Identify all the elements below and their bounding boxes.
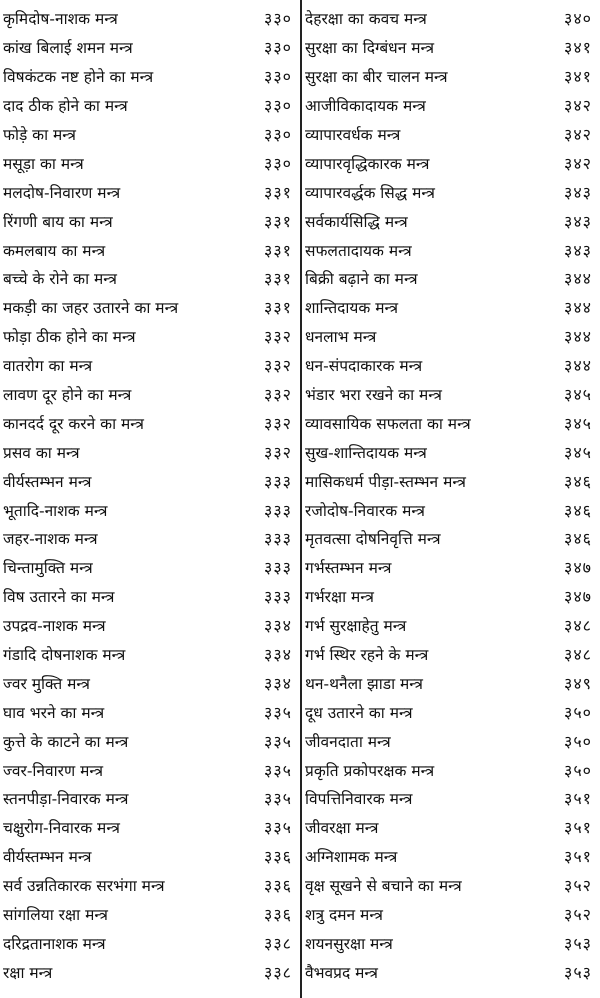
entry-title: मसूड़ा का मन्त्र xyxy=(3,154,84,173)
entry-title: शान्तिदायक मन्त्र xyxy=(305,299,399,318)
index-entry xyxy=(305,148,600,177)
entry-title: कुत्ते के काटने का मन्त्र xyxy=(3,732,129,751)
index-entry xyxy=(305,62,600,91)
index-entry xyxy=(3,784,300,813)
entry-page-number: ३४२ xyxy=(564,125,592,144)
index-entry xyxy=(3,120,300,149)
index-entry xyxy=(305,264,600,293)
index-entry xyxy=(305,929,600,958)
entry-title: भंडार भरा रखने का मन्त्र xyxy=(305,386,442,405)
index-entry xyxy=(305,697,600,726)
index-entry xyxy=(305,755,600,784)
index-entry xyxy=(305,582,600,611)
index-entry xyxy=(305,495,600,524)
entry-page-number: ३४४ xyxy=(564,327,592,347)
entry-page-number: ३३१ xyxy=(264,298,292,318)
index-entry xyxy=(3,177,300,206)
index-entry xyxy=(305,322,600,351)
index-entry xyxy=(305,611,600,640)
entry-title: सफलतादायक मन्त्र xyxy=(305,241,412,260)
index-entry xyxy=(305,813,600,842)
index-entry xyxy=(3,495,300,524)
entry-title: मृतवत्सा दोषनिवृत्ति मन्त्र xyxy=(305,530,441,549)
entry-page-number: ३३८ xyxy=(264,962,292,982)
entry-title: वृक्ष सूखने से बचाने का मन्त्र xyxy=(305,877,462,896)
entry-page-number: ३३२ xyxy=(264,413,292,433)
entry-title: दाद ठीक होने का मन्त्र xyxy=(3,97,128,116)
entry-page-number: ३३० xyxy=(264,96,292,116)
entry-page-number: ३४७ xyxy=(564,587,592,607)
entry-title: गर्भरक्षा मन्त्र xyxy=(305,588,374,607)
entry-title: जहर-नाशक मन्त्र xyxy=(3,530,98,549)
index-entry xyxy=(3,293,300,322)
entry-page-number: ३४२ xyxy=(564,153,592,173)
entry-page-number: ३४६ xyxy=(564,529,592,549)
index-entry xyxy=(305,466,600,495)
index-entry xyxy=(3,466,300,495)
entry-title: ज्वर मुक्ति मन्त्र xyxy=(3,674,90,693)
index-entry xyxy=(3,668,300,697)
entry-page-number: ३३५ xyxy=(264,731,292,751)
entry-title: सांगलिया रक्षा मन्त्र xyxy=(3,906,108,925)
entry-title: गर्भ सुरक्षाहेतु मन्त्र xyxy=(305,617,407,636)
index-entry xyxy=(305,380,600,409)
entry-title: कृमिदोष-नाशक मन्त्र xyxy=(3,10,118,29)
index-entry xyxy=(3,929,300,958)
entry-page-number: ३४५ xyxy=(564,385,592,405)
entry-title: सुख-शान्तिदायक मन्त्र xyxy=(305,443,427,462)
entry-page-number: ३३० xyxy=(264,38,292,58)
entry-page-number: ३४८ xyxy=(564,616,592,636)
entry-title: मकड़ी का जहर उतारने का मन्त्र xyxy=(3,299,179,318)
entry-page-number: ३५३ xyxy=(564,962,592,982)
entry-title: वीर्यस्तम्भन मन्त्र xyxy=(3,472,92,491)
entry-page-number: ३३५ xyxy=(264,818,292,838)
right-column xyxy=(300,0,600,998)
entry-title: रिंगणी बाय का मन्त्र xyxy=(3,212,113,231)
entry-title: सुरक्षा का बीर चालन मन्त्र xyxy=(305,68,448,87)
entry-title: अग्निशामक मन्त्र xyxy=(305,848,398,867)
entry-title: व्यापारवर्द्धक सिद्ध मन्त्र xyxy=(305,183,435,202)
index-entry xyxy=(305,524,600,553)
entry-title: विष उतारने का मन्त्र xyxy=(3,588,115,607)
entry-page-number: ३५० xyxy=(564,760,592,780)
entry-title: शयनसुरक्षा मन्त्र xyxy=(305,934,393,953)
index-entry xyxy=(3,611,300,640)
entry-title: चिन्तामुक्ति मन्त्र xyxy=(3,559,93,578)
entry-title: मलदोष-निवारण मन्त्र xyxy=(3,183,121,202)
entry-page-number: ३३४ xyxy=(264,673,292,693)
entry-title: प्रसव का मन्त्र xyxy=(3,443,80,462)
index-entry xyxy=(3,582,300,611)
entry-page-number: ३३५ xyxy=(264,789,292,809)
entry-page-number: ३५० xyxy=(564,702,592,722)
entry-page-number: ३४६ xyxy=(564,471,592,491)
entry-title: वीर्यस्तम्भन मन्त्र xyxy=(3,848,92,867)
entry-title: देहरक्षा का कवच मन्त्र xyxy=(305,10,427,29)
index-entry xyxy=(305,91,600,120)
index-entry xyxy=(3,148,300,177)
entry-page-number: ३४५ xyxy=(564,413,592,433)
index-entry xyxy=(305,177,600,206)
index-entry xyxy=(3,755,300,784)
entry-page-number: ३३५ xyxy=(264,760,292,780)
index-entry xyxy=(305,900,600,929)
entry-title: व्यापारवृद्धिकारक मन्त्र xyxy=(305,154,430,173)
index-entry xyxy=(3,322,300,351)
entry-title: दरिद्रतानाशक मन्त्र xyxy=(3,934,106,953)
entry-page-number: ३३४ xyxy=(264,645,292,665)
index-entry xyxy=(3,553,300,582)
index-entry xyxy=(3,697,300,726)
index-entry xyxy=(3,62,300,91)
entry-page-number: ३४८ xyxy=(564,645,592,665)
entry-title: विपत्तिनिवारक मन्त्र xyxy=(305,790,413,809)
entry-title: गर्भ स्थिर रहने के मन्त्र xyxy=(305,646,429,665)
entry-page-number: ३३३ xyxy=(264,587,292,607)
index-entry xyxy=(3,900,300,929)
entry-page-number: ३३० xyxy=(264,125,292,144)
entry-page-number: ३४६ xyxy=(564,500,592,520)
entry-page-number: ३४० xyxy=(564,9,592,29)
entry-title: जीवनदाता मन्त्र xyxy=(305,732,391,751)
entry-page-number: ३३२ xyxy=(264,385,292,405)
index-entry xyxy=(3,264,300,293)
entry-page-number: ३३० xyxy=(264,9,292,29)
entry-page-number: ३३३ xyxy=(264,471,292,491)
entry-title: कमलबाय का मन्त्र xyxy=(3,241,106,260)
entry-page-number: ३३४ xyxy=(264,616,292,636)
entry-title: स्तनपीड़ा-निवारक मन्त्र xyxy=(3,790,129,809)
index-entry xyxy=(305,293,600,322)
index-entry xyxy=(305,408,600,437)
index-entry xyxy=(305,351,600,380)
entry-title: वैभवप्रद मन्त्र xyxy=(305,963,378,982)
entry-title: व्यावसायिक सफलता का मन्त्र xyxy=(305,414,471,433)
entry-title: रजोदोष-निवारक मन्त्र xyxy=(305,501,425,520)
entry-page-number: ३३१ xyxy=(264,211,292,231)
entry-title: उपद्रव-नाशक मन्त्र xyxy=(3,617,106,636)
index-entry xyxy=(3,524,300,553)
entry-title: व्यापारवर्धक मन्त्र xyxy=(305,126,401,144)
index-entry xyxy=(305,33,600,62)
index-entry xyxy=(305,957,600,986)
index-entry xyxy=(305,668,600,697)
entry-title: वातरोग का मन्त्र xyxy=(3,357,93,376)
entry-title: फोड़ा ठीक होने का मन्त्र xyxy=(3,328,136,347)
entry-page-number: ३५२ xyxy=(564,905,592,925)
entry-title: विषकंटक नष्ट होने का मन्त्र xyxy=(3,68,154,87)
index-entry xyxy=(305,842,600,871)
index-entry xyxy=(3,206,300,235)
index-entry xyxy=(3,91,300,120)
entry-page-number: ३३० xyxy=(264,153,292,173)
index-entry xyxy=(305,4,600,33)
entry-page-number: ३५१ xyxy=(564,789,592,809)
entry-title: लावण दूर होने का मन्त्र xyxy=(3,386,132,405)
entry-page-number: ३३६ xyxy=(264,876,292,896)
entry-page-number: ३४४ xyxy=(564,356,592,376)
entry-page-number: ३४३ xyxy=(564,211,592,231)
entry-page-number: ३४२ xyxy=(564,96,592,116)
entry-page-number: ३३२ xyxy=(264,356,292,376)
entry-title: कानदर्द दूर करने का मन्त्र xyxy=(3,414,144,433)
index-entry xyxy=(305,871,600,900)
entry-page-number: ३४१ xyxy=(564,67,592,87)
entry-page-number: ३४७ xyxy=(564,558,592,578)
entry-page-number: ३३३ xyxy=(264,529,292,549)
index-entry xyxy=(305,235,600,264)
entry-page-number: ३५१ xyxy=(564,818,592,838)
entry-page-number: ३४३ xyxy=(564,240,592,260)
entry-page-number: ३५३ xyxy=(564,933,592,953)
index-entry xyxy=(305,640,600,669)
entry-page-number: ३४३ xyxy=(564,182,592,202)
entry-title: बिक्री बढ़ाने का मन्त्र xyxy=(305,270,418,289)
entry-page-number: ३५० xyxy=(564,731,592,751)
entry-page-number: ३३१ xyxy=(264,269,292,289)
entry-page-number: ३३६ xyxy=(264,905,292,925)
index-entry xyxy=(3,813,300,842)
entry-title: थन-थनैला झाडा मन्त्र xyxy=(305,674,423,693)
entry-page-number: ३३६ xyxy=(264,847,292,867)
entry-title: प्रकृति प्रकोपरक्षक मन्त्र xyxy=(305,761,435,780)
entry-title: सुरक्षा का दिग्बंधन मन्त्र xyxy=(305,39,435,58)
index-entry xyxy=(3,957,300,986)
entry-page-number: ३३० xyxy=(264,67,292,87)
entry-page-number: ३३५ xyxy=(264,702,292,722)
index-entry xyxy=(3,437,300,466)
entry-title: फोड़े का मन्त्र xyxy=(3,126,76,144)
entry-page-number: ३५१ xyxy=(564,847,592,867)
entry-title: रक्षा मन्त्र xyxy=(3,963,53,982)
index-entry xyxy=(3,33,300,62)
entry-title: कांख बिलाई शमन मन्त्र xyxy=(3,39,133,58)
entry-page-number: ३४४ xyxy=(564,298,592,318)
entry-title: भूतादि-नाशक मन्त्र xyxy=(3,501,108,520)
entry-title: घाव भरने का मन्त्र xyxy=(3,703,105,722)
entry-title: धन-संपदाकारक मन्त्र xyxy=(305,357,423,376)
entry-page-number: ३४४ xyxy=(564,269,592,289)
entry-title: सर्वकार्यसिद्धि मन्त्र xyxy=(305,212,408,231)
entry-title: गर्भस्तम्भन मन्त्र xyxy=(305,559,392,578)
index-entry xyxy=(3,408,300,437)
entry-title: मासिकधर्म पीड़ा-स्तम्भन मन्त्र xyxy=(305,472,466,491)
index-entry xyxy=(305,726,600,755)
index-entry xyxy=(3,235,300,264)
index-entry xyxy=(305,437,600,466)
index-entry xyxy=(305,784,600,813)
entry-page-number: ३४१ xyxy=(564,38,592,58)
entry-title: आजीविकादायक मन्त्र xyxy=(305,97,426,116)
entry-page-number: ३४९ xyxy=(564,673,592,693)
entry-title: चक्षुरोग-निवारक मन्त्र xyxy=(3,819,120,838)
index-entry xyxy=(3,640,300,669)
entry-page-number: ३४५ xyxy=(564,442,592,462)
entry-page-number: ३३८ xyxy=(264,933,292,953)
entry-page-number: ३५२ xyxy=(564,876,592,896)
entry-title: गंडादि दोषनाशक मन्त्र xyxy=(3,646,126,665)
entry-title: सर्व उन्नतिकारक सरभंगा मन्त्र xyxy=(3,877,165,896)
index-entry xyxy=(305,206,600,235)
entry-page-number: ३३३ xyxy=(264,558,292,578)
index-entry xyxy=(305,553,600,582)
entry-page-number: ३३१ xyxy=(264,182,292,202)
entry-page-number: ३३२ xyxy=(264,442,292,462)
index-entry xyxy=(305,120,600,149)
entry-page-number: ३३३ xyxy=(264,500,292,520)
entry-title: जीवरक्षा मन्त्र xyxy=(305,819,379,838)
index-entry xyxy=(3,871,300,900)
index-entry xyxy=(3,380,300,409)
entry-title: दूध उतारने का मन्त्र xyxy=(305,703,413,722)
entry-title: शत्रु दमन मन्त्र xyxy=(305,906,383,925)
index-entry xyxy=(3,842,300,871)
index-entry xyxy=(3,4,300,33)
index-entry xyxy=(3,351,300,380)
entry-title: ज्वर-निवारण मन्त्र xyxy=(3,761,104,780)
entry-title: बच्चे के रोने का मन्त्र xyxy=(3,270,117,289)
entry-page-number: ३३१ xyxy=(264,240,292,260)
entry-title: धनलाभ मन्त्र xyxy=(305,328,377,347)
entry-page-number: ३३२ xyxy=(264,327,292,347)
index-entry xyxy=(3,726,300,755)
